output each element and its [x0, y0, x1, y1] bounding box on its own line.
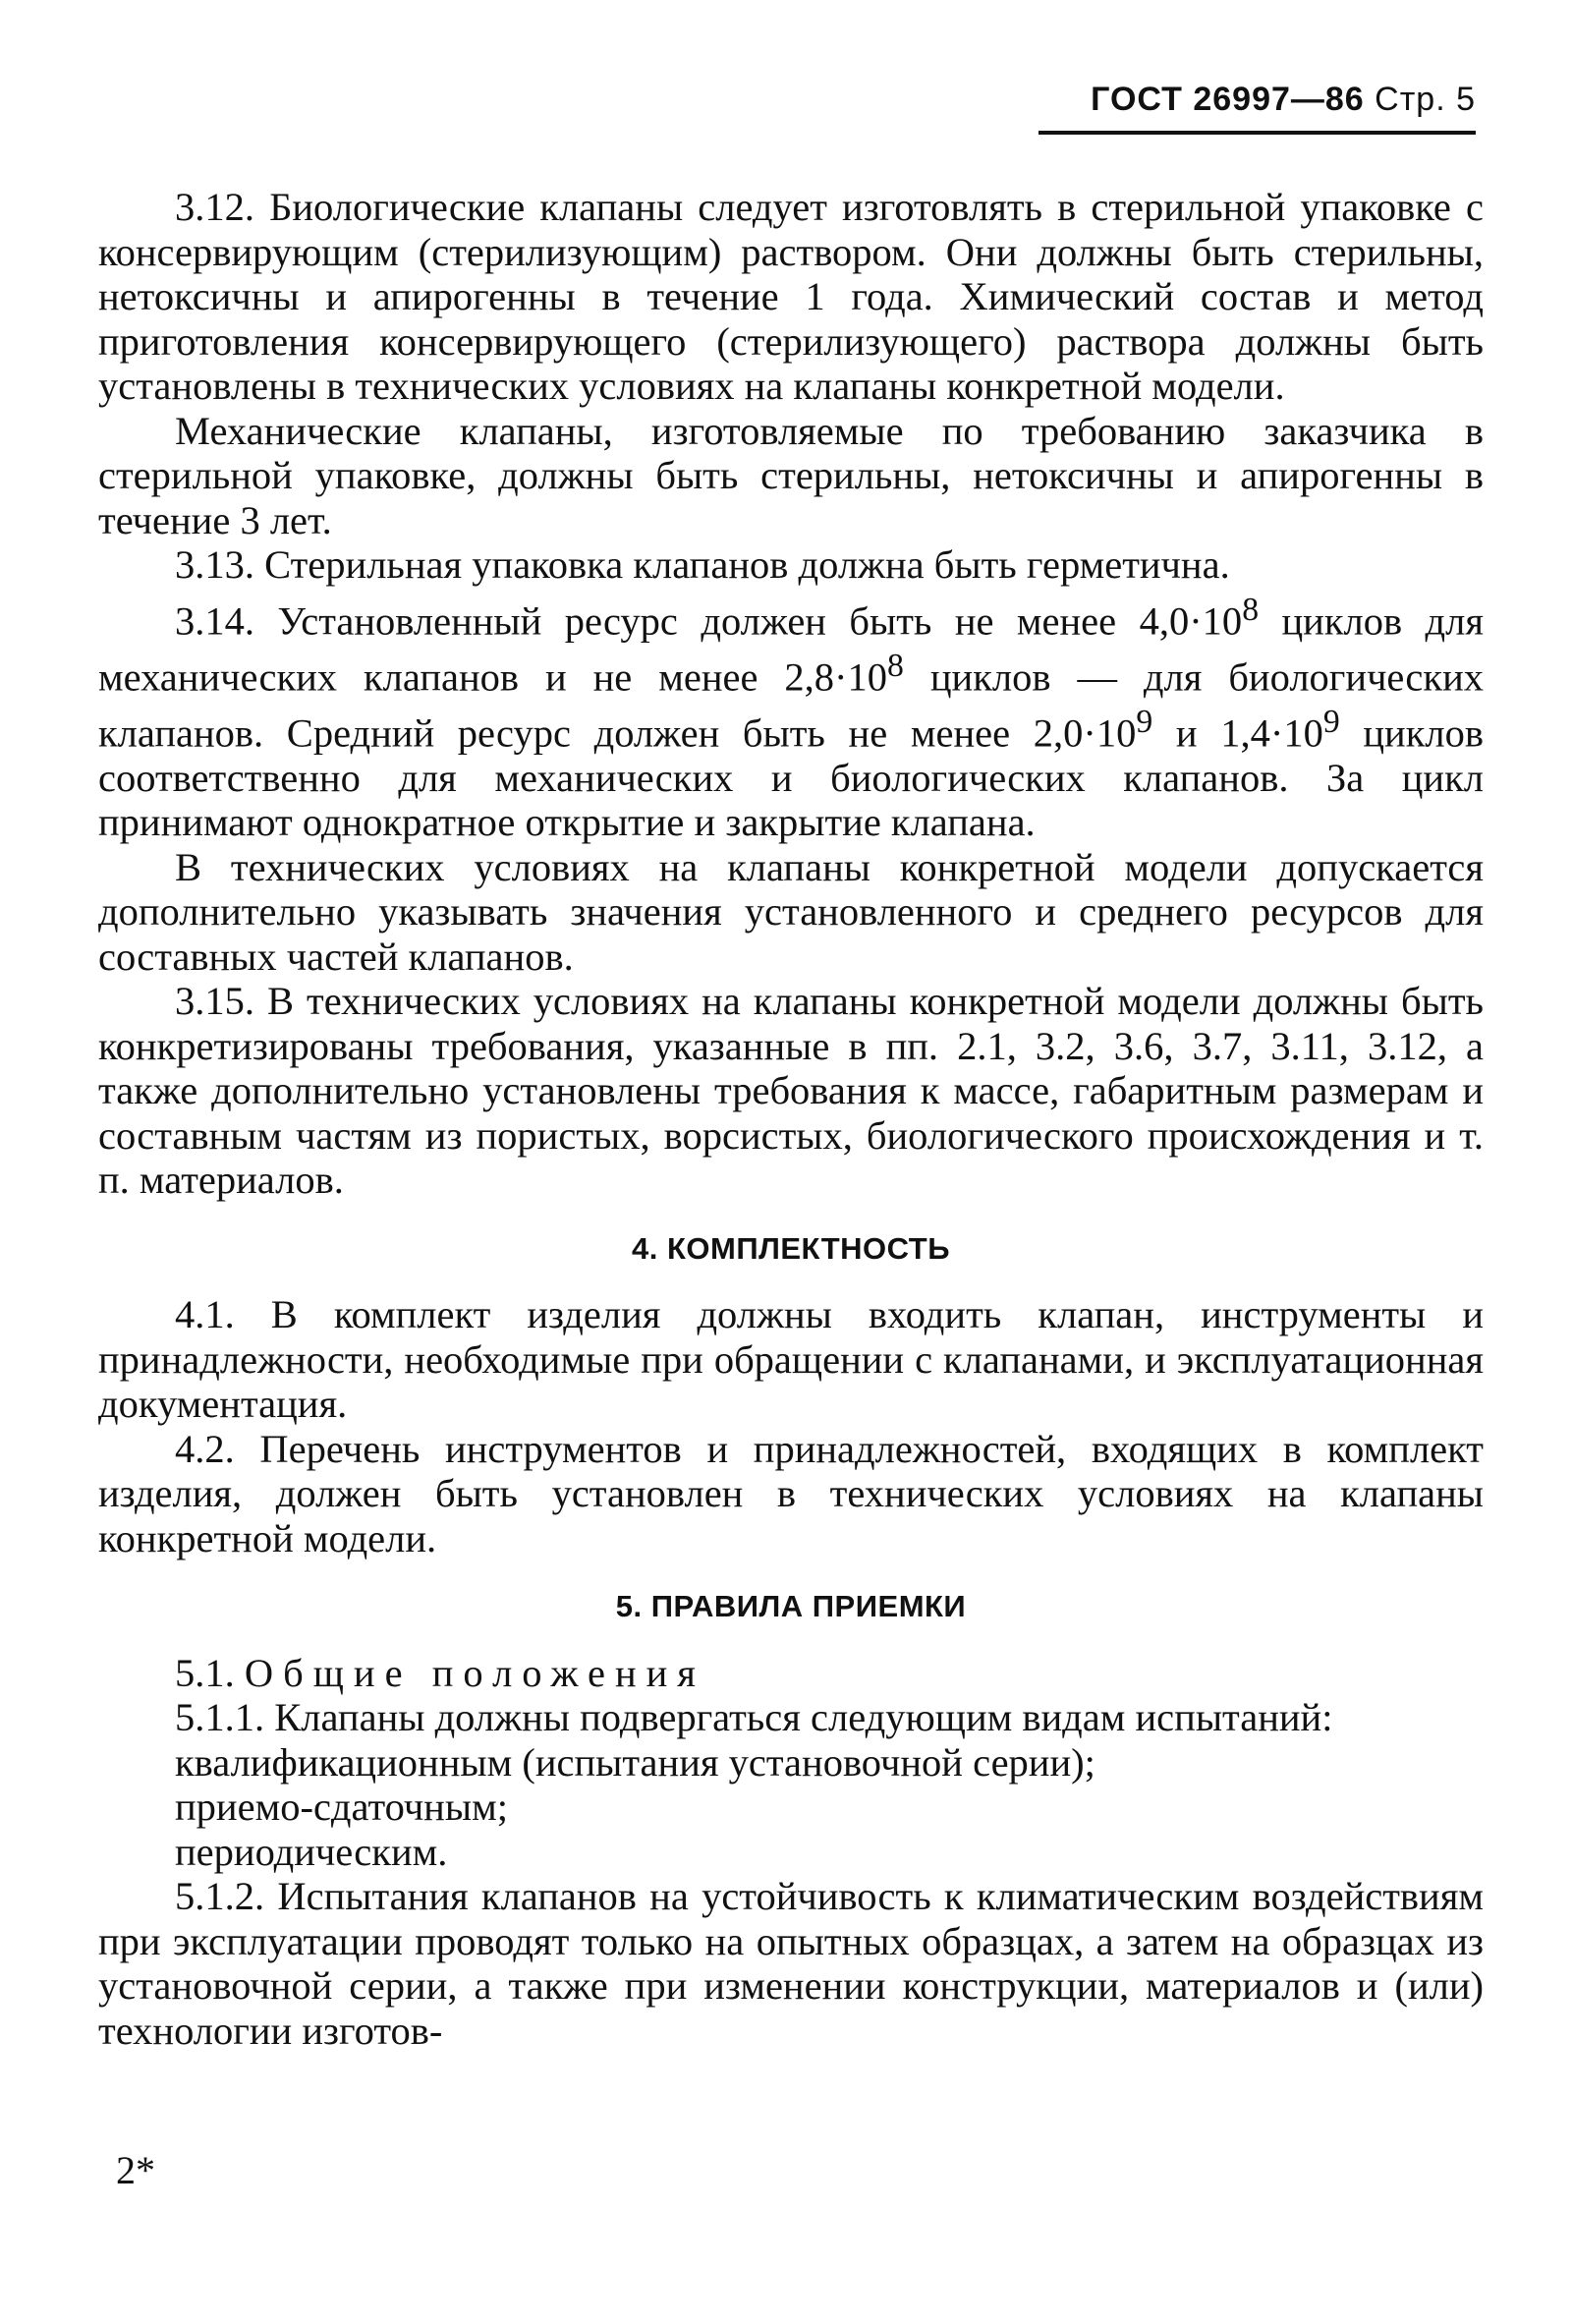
paragraph-3-14: [98, 588, 1484, 845]
text-segment: и 1,4·10: [1152, 710, 1323, 755]
text-segment: циклов — для биологических клапанов. Средний ресурс должен быть не менее 2,0·10: [98, 654, 1484, 755]
text-segment: 3.14. Установленный ресурс должен быть не менее 4,0·10: [175, 598, 1243, 643]
paragraph-resource-parts: В технических условиях на клапаны конкретной модели допускается дополнительно указывать значения установленного и среднего ресурсов для составных частей клапанов.: [98, 844, 1484, 979]
subsection-5-1: [98, 1651, 1484, 1696]
section-heading-completeness: 4. КОМПЛЕКТНОСТЬ: [632, 1230, 950, 1266]
subsection-number: 5.1.: [175, 1650, 235, 1695]
text-segment: циклов для механических клапанов и не менее 2,8·10: [98, 598, 1484, 699]
paragraph-3-15: 3.15. В технических условиях на клапаны конкретной модели должны быть конкретизированы требования, указанные в пп. 2.1, 3.2, 3.6, 3.7, 3.11, 3.12, а также дополнительно установлены требования к массе, габаритным размерам и составным частям из пористых, ворсистых, биологического происхождения и т. п. материалов.: [98, 979, 1484, 1202]
page-number: Стр. 5: [1375, 81, 1476, 118]
section-heading-acceptance-rules: 5. ПРАВИЛА ПРИЕМКИ: [615, 1589, 967, 1623]
list-item-periodic: периодическим.: [175, 1829, 448, 1874]
paragraph-mechanical-valves: Механические клапаны, изготовляемые по требованию заказчика в стерильной упаковке, должны быть стерильны, нетоксичны и апирогенны в течение 3 лет.: [98, 408, 1484, 542]
exponent: 9: [1136, 703, 1153, 740]
subsection-title: Общие положения: [244, 1650, 705, 1695]
list-item-qualification: квалификационным (испытания установочной серии);: [175, 1739, 1095, 1785]
paragraph-5-1-2: 5.1.2. Испытания клапанов на устойчивость к климатическим воздействиям при эксплуатации проводят только на опытных образцах, а затем на образцах из установочной серии, а также при изменении конструкции, материалов и (или) технологии изготов-: [98, 1874, 1484, 2053]
exponent: 8: [887, 647, 904, 684]
list-item-acceptance: приемо-сдаточным;: [175, 1785, 508, 1829]
paragraph-3-12: 3.12. Биологические клапаны следует изготовлять в стерильной упаковке с консервирующим (стерилизующим) раствором. Они должны быть стерильны, нетоксичны и апирогенны в течение 1 года. Химический состав и метод приготовления консервирующего (стерилизующего) раствора должны быть установлены в технических условиях на клапаны конкретной модели.: [98, 185, 1484, 408]
paragraph-3-13: 3.13. Стерильная упаковка клапанов должна быть герметична.: [175, 542, 1230, 587]
page-header: [1039, 81, 1476, 135]
document-body: [98, 185, 1484, 2053]
signature-mark: 2*: [116, 2148, 155, 2192]
text-segment: циклов соответственно для механических и биологических клапанов. За цикл принимают однократное открытие и закрытие клапана.: [98, 710, 1484, 844]
paragraph-4-1: 4.1. В комплект изделия должны входить клапан, инструменты и принадлежности, необходимые при обращении с клапанами, и эксплуатационная документация.: [98, 1292, 1484, 1426]
standard-number: ГОСТ 26997—86: [1091, 81, 1365, 118]
exponent: 8: [1242, 591, 1260, 628]
paragraph-5-1-1: 5.1.1. Клапаны должны подвергаться следующим видам испытаний:: [175, 1695, 1333, 1739]
exponent: 9: [1322, 703, 1340, 740]
paragraph-4-2: 4.2. Перечень инструментов и принадлежностей, входящих в комплект изделия, должен быть установлен в технических условиях на клапаны конкретной модели.: [98, 1426, 1484, 1560]
